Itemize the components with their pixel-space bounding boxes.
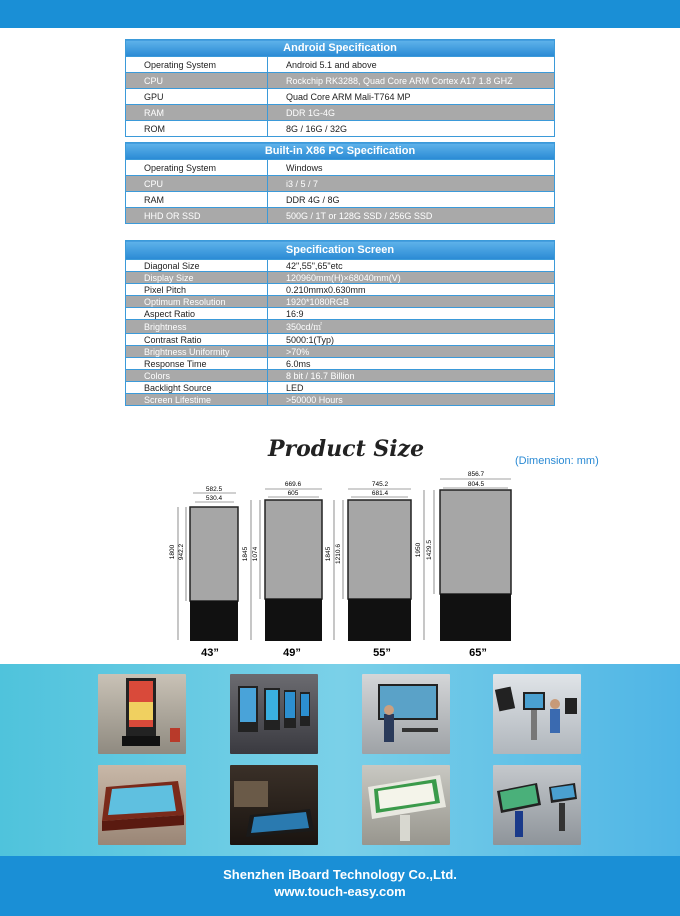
spec-label: Response Time	[126, 358, 268, 370]
spec-row	[126, 308, 555, 320]
spec-label: Brightness	[126, 320, 268, 334]
kiosk-49-label: 49”	[283, 647, 301, 659]
spec-label: HHD OR SSD	[126, 208, 268, 224]
spec-row	[126, 272, 555, 284]
spec-value: i3 / 5 / 7	[268, 176, 555, 192]
android-spec-title: Android Specification	[126, 40, 555, 57]
x86-spec-table	[125, 142, 555, 224]
spec-label: Screen Lifestime	[126, 394, 268, 406]
spec-label: Brightness Uniformity	[126, 346, 268, 358]
spec-value: 0.210mmx0.630mm	[268, 284, 555, 296]
kiosk-65-base	[440, 594, 511, 641]
kiosk-65-screen-height: 1429.5	[426, 540, 433, 560]
kiosk-55-outer-width: 745.2	[371, 481, 389, 488]
kiosk-lobby-photo	[98, 674, 186, 754]
top-banner	[0, 0, 680, 28]
spec-label: Operating System	[126, 160, 268, 176]
spec-label: ROM	[126, 121, 268, 137]
product-size-drawings	[0, 462, 680, 662]
spec-value: Android 5.1 and above	[268, 57, 555, 73]
spec-value: DDR 4G / 8G	[268, 192, 555, 208]
product-photo-gallery	[0, 664, 680, 856]
kiosk-55-total-height: 1845	[325, 546, 332, 562]
spec-row	[126, 358, 555, 370]
spec-label: Diagonal Size	[126, 260, 268, 272]
spec-label: Aspect Ratio	[126, 308, 268, 320]
spec-value: 500G / 1T or 128G SSD / 256G SSD	[268, 208, 555, 224]
kiosk-65-drawing	[415, 471, 511, 659]
spec-label: Pixel Pitch	[126, 284, 268, 296]
spec-value: 6.0ms	[268, 358, 555, 370]
kiosk-49-screen-height: 1074	[252, 546, 259, 562]
spec-row	[126, 370, 555, 382]
spec-value: >70%	[268, 346, 555, 358]
spec-label: Backlight Source	[126, 382, 268, 394]
spec-row	[126, 89, 555, 105]
spec-row	[126, 334, 555, 346]
kiosk-55-screen	[348, 500, 411, 599]
kiosk-65-label: 65”	[469, 647, 487, 659]
spec-label: RAM	[126, 105, 268, 121]
spec-value: 1920*1080RGB	[268, 296, 555, 308]
android-spec-table	[125, 39, 555, 137]
spec-value: 350cd/㎡	[268, 320, 555, 334]
kiosk-49-inner-width: 605	[287, 490, 299, 497]
kiosk-43-total-height: 1800	[169, 544, 176, 560]
spec-label: Optimum Resolution	[126, 296, 268, 308]
spec-value: 42",55",65"etc	[268, 260, 555, 272]
spec-row	[126, 382, 555, 394]
spec-value: 8G / 16G / 32G	[268, 121, 555, 137]
spec-row	[126, 105, 555, 121]
touch-table-photo	[98, 765, 186, 845]
kiosk-43-screen	[190, 507, 238, 601]
spec-value: DDR 1G-4G	[268, 105, 555, 121]
kiosk-43-label: 43”	[201, 647, 219, 659]
spec-value: 16:9	[268, 308, 555, 320]
kiosk-43-screen-height: 942.2	[178, 543, 185, 561]
touch-wall-photo	[362, 674, 450, 754]
spec-value: >50000 Hours	[268, 394, 555, 406]
spec-row	[126, 296, 555, 308]
product-size-title: Product Size	[268, 436, 425, 462]
kiosk-65-total-height: 1950	[415, 542, 422, 558]
spec-value: Rockchip RK3288, Quad Core ARM Cortex A17 1.8 GHZ	[268, 73, 555, 89]
kiosk-43-outer-width: 582.5	[205, 486, 223, 493]
spec-label: RAM	[126, 192, 268, 208]
coffee-table-photo	[230, 765, 318, 845]
spec-value: Quad Core ARM Mali-T764 MP	[268, 89, 555, 105]
spec-row	[126, 73, 555, 89]
screen-spec-table	[125, 240, 555, 406]
spec-value: 5000:1(Typ)	[268, 334, 555, 346]
kiosk-65-inner-width: 804.5	[467, 481, 485, 488]
spec-label: Colors	[126, 370, 268, 382]
spec-row	[126, 208, 555, 224]
spec-row	[126, 260, 555, 272]
spec-row	[126, 160, 555, 176]
spec-value: Windows	[268, 160, 555, 176]
kiosk-55-drawing	[325, 481, 411, 659]
spec-value: 8 bit / 16.7 Billion	[268, 370, 555, 382]
kiosk-49-screen	[265, 500, 322, 599]
spec-row	[126, 346, 555, 358]
kiosk-55-inner-width: 681.4	[371, 490, 389, 497]
spec-row	[126, 394, 555, 406]
kiosk-43-inner-width: 530.4	[205, 495, 223, 502]
kiosk-55-label: 55”	[373, 647, 391, 659]
kiosk-49-total-height: 1845	[242, 546, 249, 562]
company-website[interactable]: www.touch-easy.com	[274, 884, 406, 899]
spec-row	[126, 57, 555, 73]
kiosk-office-photo	[493, 674, 581, 754]
kiosk-65-screen	[440, 490, 511, 594]
spec-label: Operating System	[126, 57, 268, 73]
spec-label: Display Size	[126, 272, 268, 284]
dimension-note: (Dimension: mm)	[515, 455, 599, 467]
spec-value: LED	[268, 382, 555, 394]
company-name: Shenzhen iBoard Technology Co.,Ltd.	[223, 867, 457, 882]
footer	[0, 856, 680, 916]
kiosk-55-screen-height: 1210.6	[335, 544, 342, 564]
x86-spec-title: Built-in X86 PC Specification	[126, 143, 555, 160]
kiosk-49-base	[265, 599, 322, 641]
kiosk-pair-photo	[493, 765, 581, 845]
kiosk-49-drawing	[242, 481, 322, 659]
spec-label: CPU	[126, 73, 268, 89]
screen-spec-title: Specification Screen	[126, 241, 555, 260]
kiosk-43-drawing	[169, 486, 238, 659]
kiosk-row-photo	[230, 674, 318, 754]
spec-label: CPU	[126, 176, 268, 192]
kiosk-49-outer-width: 669.6	[284, 481, 302, 488]
spec-label: GPU	[126, 89, 268, 105]
tilted-kiosk-photo	[362, 765, 450, 845]
spec-row	[126, 192, 555, 208]
spec-row	[126, 284, 555, 296]
spec-label: Contrast Ratio	[126, 334, 268, 346]
kiosk-65-outer-width: 856.7	[467, 471, 485, 478]
kiosk-43-base	[190, 601, 238, 641]
spec-row	[126, 320, 555, 334]
spec-row	[126, 121, 555, 137]
spec-value: 120960mm(H)×68040mm(V)	[268, 272, 555, 284]
kiosk-55-base	[348, 599, 411, 641]
spec-row	[126, 176, 555, 192]
